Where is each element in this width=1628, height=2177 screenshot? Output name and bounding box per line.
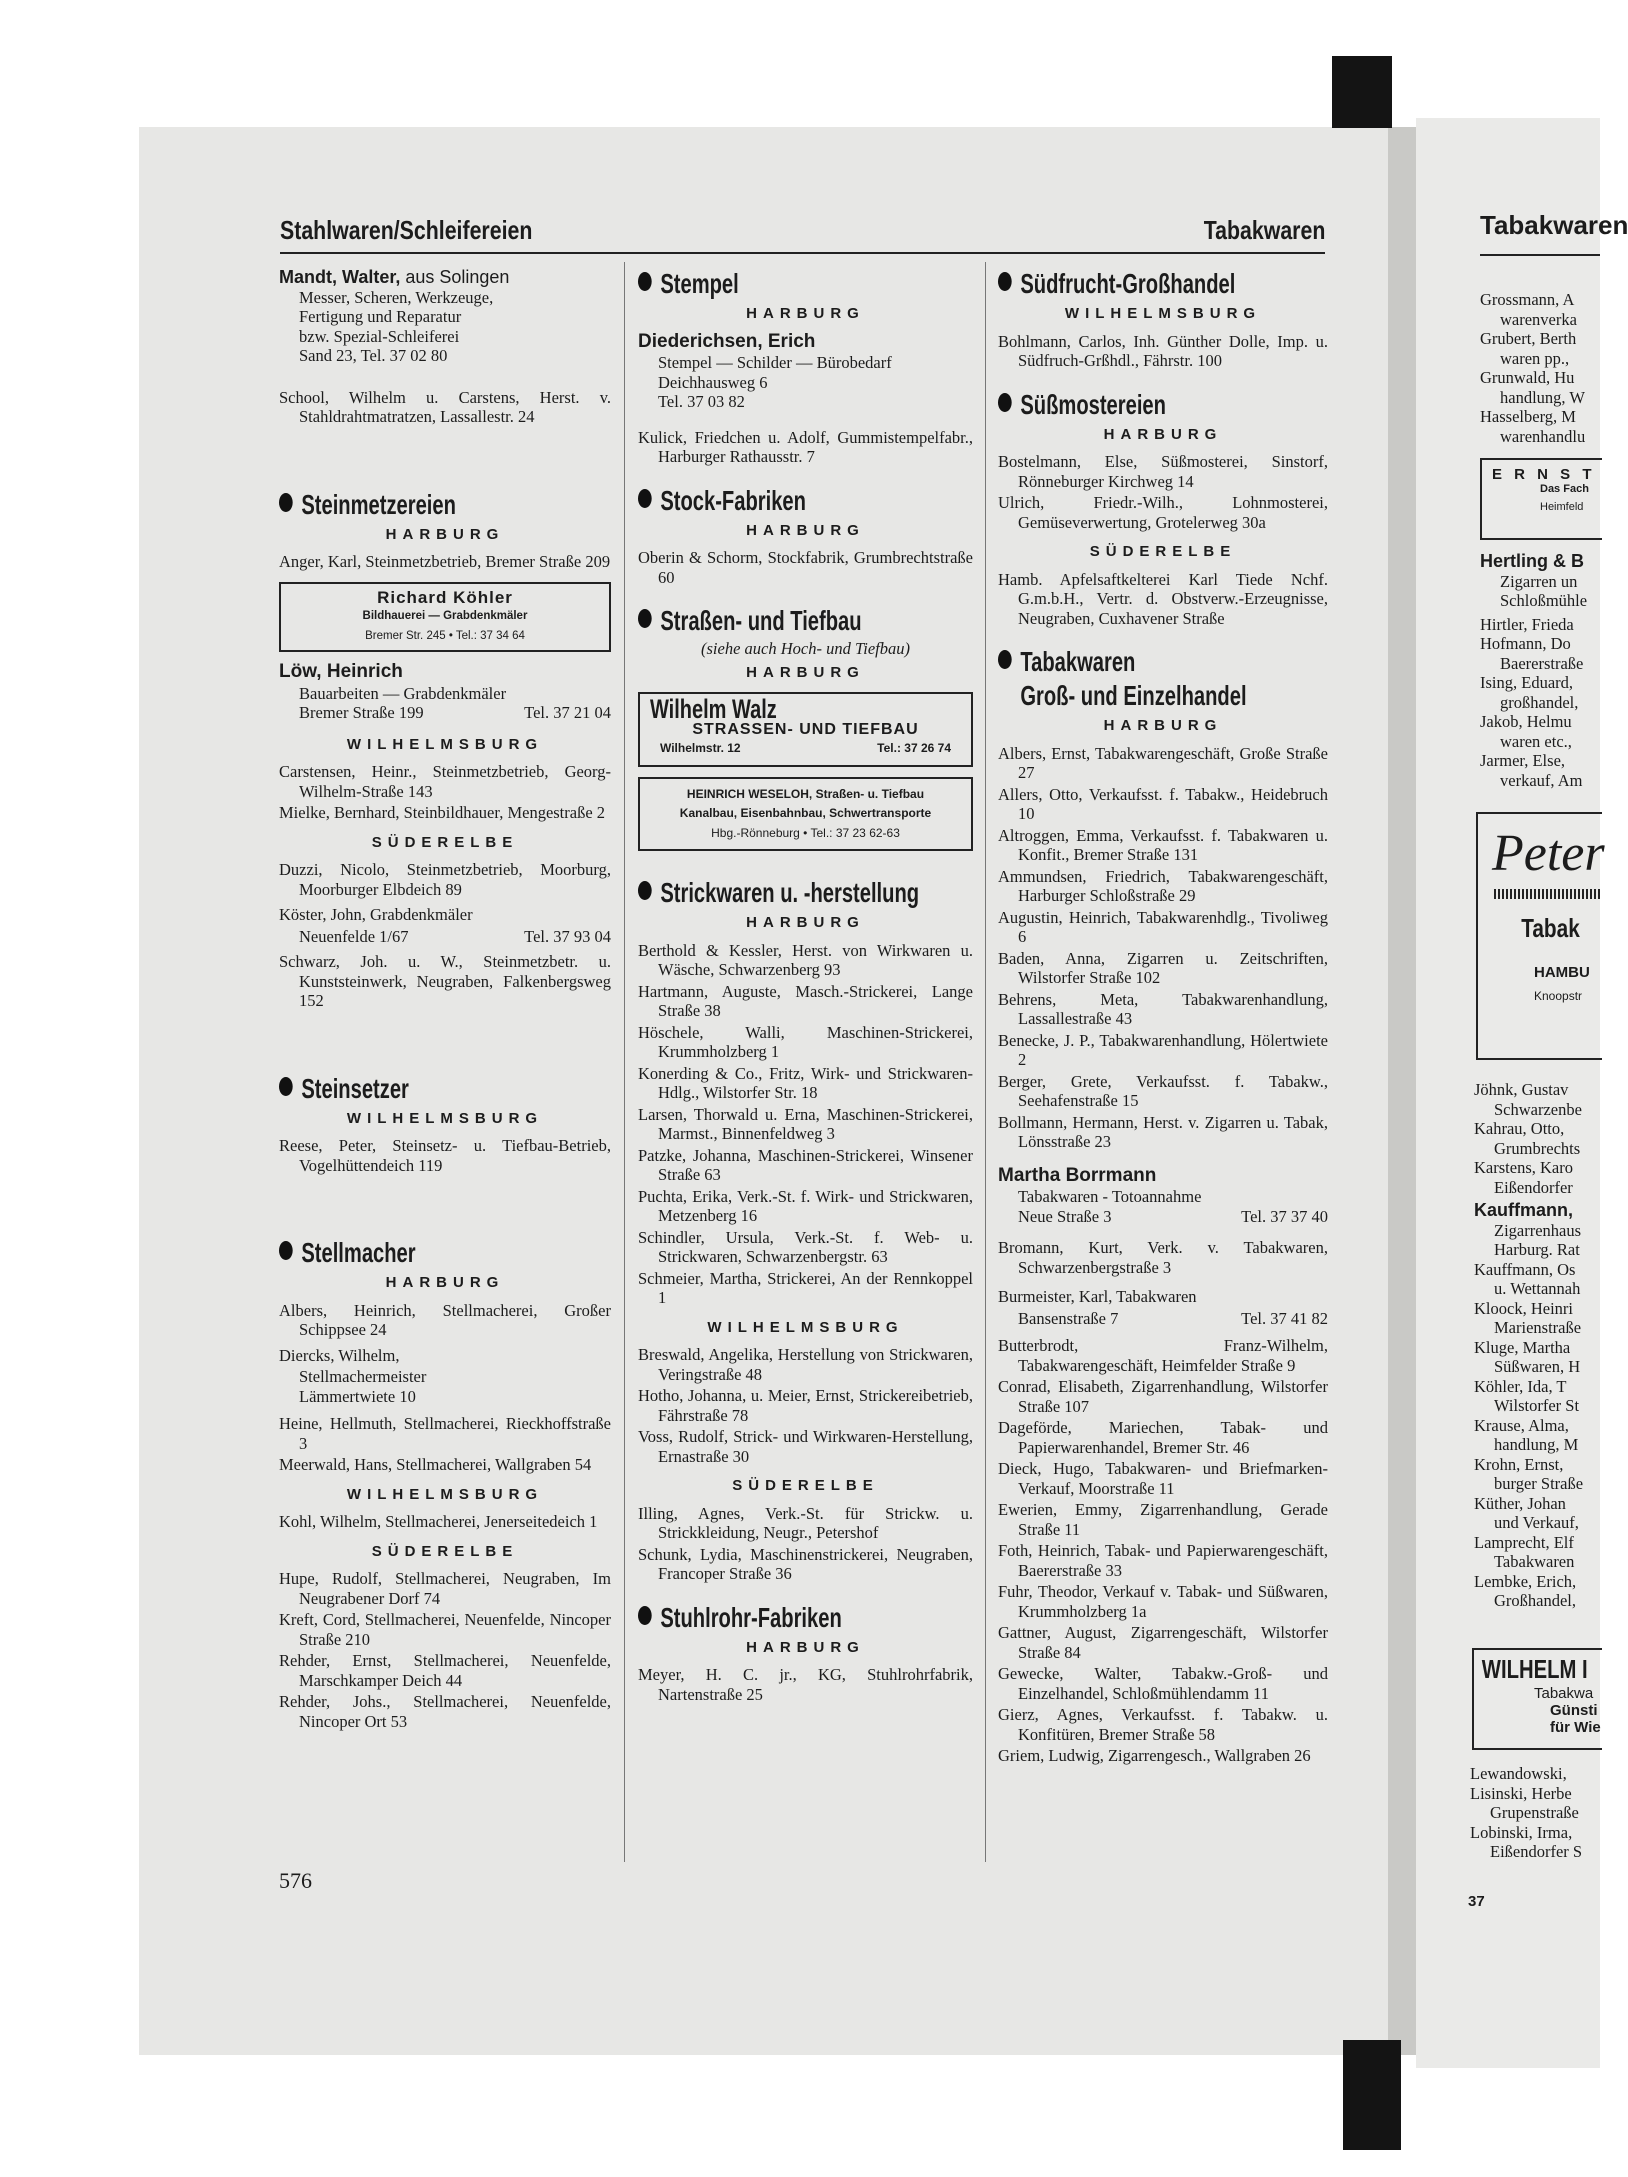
entry-line: Grubert, Berth (1480, 329, 1577, 348)
listing-entry: Griem, Ludwig, Zigarrengesch., Wallgraben 26 (998, 1746, 1311, 1765)
bullet-icon (998, 393, 1012, 412)
header-left-title: Stahlwaren/Schleifereien (280, 215, 533, 245)
listing-entry: Rehder, Johs., Stellmacherei, Neuenfelde, Nincoper Ort 53 (279, 1692, 611, 1731)
district-label: WILHELMSBURG (346, 1109, 544, 1127)
district-label: WILHELMSBURG (707, 1318, 904, 1336)
entry-line: Schloßmühle (1500, 591, 1588, 610)
entry-line: Grunwald, Hu (1480, 368, 1575, 387)
listing-entry: Ewerien, Emmy, Zigarrenhandlung, Gerade Straße 11 (998, 1500, 1328, 1539)
entry-line: Lisinski, Herbe (1470, 1783, 1572, 1803)
bullet-icon (638, 272, 652, 291)
section-title: Steinmetzereien (301, 488, 456, 520)
listing-entry: Konerding & Co., Fritz, Wirk- und Strickwaren-Hdlg., Wilstorfer Str. 18 (638, 1063, 973, 1102)
entry-line: Kluge, Martha (1474, 1337, 1571, 1357)
section-title: Süßmostereien (1020, 388, 1166, 420)
entry-line: Deichhausweg 6 (658, 372, 768, 392)
district-label: SÜDERELBE (732, 1477, 879, 1494)
listing-entry: Oberin & Schorm, Stockfabrik, Grumbrechtstraße 60 (638, 548, 973, 587)
ad-line: STRASSEN- UND TIEFBAU (692, 720, 919, 738)
entry-line: großhandel, (1500, 692, 1579, 712)
entry-address: Neue Straße 3 (1018, 1206, 1112, 1226)
section-heading (638, 485, 879, 517)
entry-phone: Tel. 37 37 40 (1241, 1206, 1328, 1226)
entry-line: Süßwaren, H (1494, 1357, 1581, 1376)
entry-line: Harburg. Rat (1494, 1240, 1580, 1259)
district-label: SÜDERELBE (1089, 543, 1237, 560)
ad-line: Bremer Str. 245 • Tel.: 37 34 64 (365, 629, 525, 642)
listing-entry (279, 268, 611, 366)
entry-line: Hirtler, Frieda (1480, 614, 1574, 634)
section-heading (638, 877, 920, 909)
listing-entry: Voss, Rudolf, Strick- und Wirkwaren-Herstellung, Ernastraße 30 (638, 1427, 973, 1466)
bullet-icon (998, 272, 1012, 291)
ad-line: Hbg.-Rönneburg • Tel.: 37 23 62-63 (711, 825, 900, 840)
ad-line: Kanalbau, Eisenbahnbau, Schwertransporte (679, 806, 932, 820)
entry-line: und Verkauf, (1494, 1513, 1579, 1532)
next-page-header (1480, 210, 1628, 240)
entry-line: Hofmann, Do (1480, 634, 1571, 653)
district-label: HARBURG (1103, 425, 1223, 443)
listing-entry: Kulick, Friedchen u. Adolf, Gummistempelfabr., Harburger Rathausstr. 7 (638, 427, 973, 466)
district-label: HARBURG (746, 663, 865, 681)
section-title: Groß- und Einzelhandel (1020, 680, 1247, 711)
section-heading (279, 1237, 518, 1269)
listing-entry: Conrad, Elisabeth, Zigarrenhandlung, Wilstorfer Straße 107 (998, 1377, 1328, 1416)
listing-entry: Bostelmann, Else, Süßmosterei, Sinstorf, Rönneburger Kirchweg 14 (998, 452, 1328, 491)
entry-line: warenhandlu (1500, 426, 1586, 446)
entry-line: Tel. 37 03 82 (658, 392, 745, 411)
listing-entry: Foth, Heinrich, Tabak- und Papierwarengeschäft, Baererstraße 33 (998, 1541, 1328, 1580)
listing-entry: Larsen, Thorwald u. Erna, Maschinen-Strickerei, Marmst., Binnenfeldweg 3 (638, 1104, 973, 1143)
entry-line (279, 703, 611, 723)
entry-line: Großhandel, (1494, 1591, 1577, 1610)
entry-line: Grossmann, A (1480, 290, 1575, 309)
listing-entry: Bromann, Kurt, Verk. v. Tabakwaren, Schwarzenbergstraße 3 (998, 1238, 1328, 1277)
listing-entry: Carstensen, Heinr., Steinmetzbetrieb, Georg-Wilhelm-Straße 143 (279, 762, 611, 801)
binding-tape-top (1332, 56, 1392, 128)
district-label: HARBURG (746, 1638, 865, 1656)
entry-line (279, 927, 611, 947)
entry-line: Tabakwaren (1494, 1552, 1575, 1571)
listing-entry: Burmeister, Karl, Tabakwaren (998, 1287, 1197, 1306)
entry-line: Karstens, Karo (1474, 1158, 1573, 1177)
listing-entry: Köster, John, Grabdenkmäler (279, 905, 473, 924)
entry-phone: Tel. 37 93 04 (524, 926, 611, 946)
listing-entry: Meyer, H. C. jr., KG, Stuhlrohrfabrik, Nartenstraße 25 (638, 1665, 973, 1704)
ad-name: Richard Köhler (377, 587, 513, 607)
entry-line: Fertigung und Reparatur (299, 307, 462, 326)
advertisement-box (279, 582, 611, 653)
entry-line (998, 1309, 1328, 1329)
bullet-icon (279, 1077, 293, 1096)
entry-line: Kloock, Heinri (1474, 1298, 1573, 1318)
district-label: SÜDERELBE (371, 1542, 519, 1560)
entry-line: Wilstorfer St (1494, 1396, 1580, 1415)
bullet-icon (998, 650, 1012, 669)
section-heading (998, 646, 1236, 678)
listing-entry: Augustin, Heinrich, Tabakwarenhdlg., Tivoliweg 6 (998, 907, 1328, 946)
district-label: HARBURG (746, 521, 865, 539)
listing-entry: Ammundsen, Friedrich, Tabakwarengeschäft, Harburger Schloßstraße 29 (998, 866, 1328, 905)
next-page-column (1480, 290, 1585, 446)
entry-address: Bremer Straße 199 (299, 703, 424, 722)
ad-line: Knoopstr (1534, 989, 1583, 1003)
page-header (280, 208, 1325, 254)
district-label: SÜDERELBE (371, 833, 519, 851)
advertisement-box (1472, 1648, 1602, 1750)
listing-entry: Duzzi, Nicolo, Steinmetzbetrieb, Moorburg, Moorburger Elbdeich 89 (279, 860, 611, 899)
column-divider (624, 262, 625, 1862)
bullet-icon (279, 493, 293, 512)
entry-line (998, 1207, 1328, 1227)
entry-line: Messer, Scheren, Werkzeuge, (299, 287, 494, 307)
entry-line: Lewandowski, (1470, 1764, 1567, 1783)
next-page-title: Tabakwaren (1480, 210, 1628, 240)
listing-entry: Allers, Otto, Verkaufsst. f. Tabakw., Heidebruch 10 (998, 784, 1328, 823)
entry-line: Lamprecht, Elf (1474, 1532, 1574, 1552)
district-label: HARBURG (385, 525, 505, 543)
next-page-column (1480, 552, 1587, 790)
entry-line: Stellmachermeister (299, 1367, 427, 1386)
next-page-rule (1480, 254, 1600, 256)
district-label: WILHELMSBURG (346, 735, 544, 753)
entry-line: Schwarzenbe (1494, 1099, 1582, 1119)
column-3 (998, 268, 1328, 1768)
header-right-title: Tabakwaren (1203, 215, 1325, 245)
listing-entry: Heine, Hellmuth, Stellmacherei, Rieckhoffstraße 3 (279, 1414, 611, 1453)
district-label: WILHELMSBURG (346, 1485, 544, 1503)
entry-line: handlung, M (1494, 1435, 1579, 1454)
listing-entry: Mielke, Bernhard, Steinbildhauer, Mengestraße 2 (279, 803, 606, 822)
entry-line: Sand 23, Tel. 37 02 80 (299, 346, 448, 365)
next-page-column (1470, 1764, 1582, 1862)
entry-name: Kauffmann, (1474, 1200, 1573, 1220)
entry-line: Tabakwaren - Totoannahme (1018, 1187, 1202, 1206)
entry-line: verkauf, Am (1500, 770, 1583, 790)
entry-name: Diederichsen, Erich (638, 330, 816, 352)
district-label: WILHELMSBURG (1064, 305, 1262, 322)
entry-line: Eißendorfer (1494, 1177, 1573, 1197)
entry-line: Grupenstraße (1490, 1803, 1579, 1822)
entry-line: handlung, W (1500, 387, 1585, 407)
entry-line: Eißendorfer S (1490, 1842, 1583, 1861)
section-title: Tabakwaren (1020, 646, 1136, 677)
listing-entry: Bohlmann, Carlos, Inh. Günther Dolle, Imp. u. Südfruch-Grßhdl., Fährstr. 100 (998, 331, 1328, 370)
page-number: 576 (279, 1868, 312, 1893)
entry-line: burger Straße (1494, 1474, 1584, 1493)
advertisement-box (638, 777, 973, 852)
district-label: HARBURG (746, 305, 865, 322)
ad-line: Das Fach (1540, 483, 1589, 495)
listing-entry: Schunk, Lydia, Maschinenstrickerei, Neugraben, Francoper Straße 36 (638, 1544, 973, 1583)
listing-entry: Behrens, Meta, Tabakwarenhandlung, Lassallestraße 43 (998, 989, 1328, 1028)
entry-line: Baererstraße (1500, 653, 1584, 673)
section-heading (279, 1073, 518, 1105)
ad-line: Heimfeld (1540, 501, 1584, 513)
advertisement-box (1480, 458, 1602, 540)
section-heading (638, 605, 879, 637)
section-title: Steinsetzer (301, 1072, 409, 1104)
section-heading (279, 489, 518, 521)
entry-line: Marienstraße (1494, 1318, 1582, 1337)
listing-entry: Berger, Grete, Verkaufsst. f. Tabakw., Seehafenstraße 15 (998, 1071, 1328, 1110)
ad-line: HAMBU (1534, 964, 1590, 981)
entry-line: waren pp., (1500, 348, 1570, 368)
ad-line: Günsti (1550, 1702, 1598, 1719)
next-page-number: 37 (1468, 1893, 1485, 1910)
listing-entry: Breswald, Angelika, Herstellung von Strickwaren, Veringstraße 48 (638, 1345, 973, 1384)
ad-name: E R N S T (1492, 466, 1596, 483)
entry-line: waren etc., (1500, 731, 1572, 751)
ad-decoration (1494, 889, 1602, 899)
listing-entry: Altroggen, Emma, Verkaufsst. f. Tabakwaren u. Konfit., Bremer Straße 131 (998, 825, 1328, 864)
listing-entry: Dageförde, Mariechen, Tabak- und Papierwarenhandel, Bremer Str. 46 (998, 1418, 1328, 1457)
entry-name-suffix: aus Solingen (400, 267, 510, 287)
listing-entry: Patzke, Johanna, Maschinen-Strickerei, Winsener Straße 63 (638, 1145, 973, 1184)
column-1 (279, 268, 611, 1733)
listing-entry: Fuhr, Theodor, Verkauf v. Tabak- und Süßwaren, Krummholzberg 1a (998, 1582, 1328, 1621)
entry-line: Zigarren un (1500, 571, 1578, 591)
listing-entry: Gewecke, Walter, Tabakw.-Groß- und Einzelhandel, Schloßmühlendamm 11 (998, 1664, 1328, 1703)
ad-line: Tabak (1521, 913, 1580, 943)
listing-entry: Benecke, J. P., Tabakwarenhandlung, Hölertwiete 2 (998, 1030, 1328, 1069)
entry-line: Hasselberg, M (1480, 407, 1576, 426)
entry-name: Mandt, Walter, (279, 267, 401, 287)
entry-line: warenverka (1500, 309, 1577, 329)
listing-entry: Kohl, Wilhelm, Stellmacherei, Jenerseitedeich 1 (279, 1512, 598, 1531)
listing-entry: Puchta, Erika, Verk.-St. f. Wirk- und Strickwaren, Metzenberg 16 (638, 1186, 973, 1225)
bullet-icon (638, 1606, 652, 1625)
listing-entry: Schmeier, Martha, Strickerei, An der Rennkoppel 1 (638, 1268, 973, 1307)
entry-line: Zigarrenhaus (1494, 1220, 1582, 1240)
entry-line: Köhler, Ida, T (1474, 1376, 1567, 1396)
entry-line: Krause, Alma, (1474, 1415, 1569, 1435)
column-2 (638, 268, 973, 1706)
bullet-icon (279, 1241, 293, 1260)
section-title: Südfrucht-Großhandel (1020, 268, 1236, 299)
listing-entry: Hamb. Apfelsaftkelterei Karl Tiede Nchf. G.m.b.H., Vertr. d. Obstverw.-Erzeugnisse, Neugraben, Cuxhavener Straße (998, 569, 1328, 628)
section-heading (998, 389, 1236, 421)
listing-entry: School, Wilhelm u. Carstens, Herst. v. Stahldrahtmatratzen, Lassallestr. 24 (279, 387, 611, 426)
column-divider (985, 262, 986, 1862)
listing-entry: Hartmann, Auguste, Masch.-Strickerei, Lange Straße 38 (638, 981, 973, 1020)
listing-entry: Hupe, Rudolf, Stellmacherei, Neugraben, Im Neugrabener Dorf 74 (279, 1569, 611, 1608)
entry-line: Lämmertwiete 10 (299, 1386, 416, 1406)
entry-address: Neuenfelde 1/67 (299, 926, 409, 946)
cross-reference-note: (siehe auch Hoch- und Tiefbau) (701, 639, 910, 658)
ad-name: Wilhelm Walz (650, 694, 777, 724)
entry-line: Kahrau, Otto, (1474, 1119, 1565, 1138)
listing-entry: Illing, Agnes, Verk.-St. für Strickw. u. Strickkleidung, Neugr., Petershof (638, 1503, 973, 1542)
entry-line: Lobinski, Irma, (1470, 1822, 1573, 1842)
section-heading (638, 268, 879, 300)
advertisement-box (1476, 812, 1605, 1060)
section-title: Stock-Fabriken (660, 484, 806, 516)
ad-contact (650, 739, 961, 759)
entry-phone: Tel. 37 41 82 (1241, 1308, 1328, 1328)
entry-line: Lembke, Erich, (1474, 1571, 1577, 1591)
listing-entry: Bollmann, Hermann, Herst. v. Zigarren u. Tabak, Lönsstraße 23 (998, 1112, 1328, 1151)
section-title: Strickwaren u. -herstellung (660, 877, 920, 908)
entry-address: Bansenstraße 7 (1018, 1308, 1119, 1328)
listing-entry: Meerwald, Hans, Stellmacherei, Wallgraben 54 (279, 1455, 592, 1474)
listing-entry: Ulrich, Friedr.-Wilh., Lohnmosterei, Gemüseverwertung, Grotelerweg 30a (998, 493, 1328, 532)
listing-entry: Schindler, Ursula, Verk.-St. f. Web- u. Strickwaren, Schwarzenbergstr. 63 (638, 1227, 973, 1266)
listing-entry: Gattner, August, Zigarrengeschäft, Wilstorfer Straße 84 (998, 1623, 1328, 1662)
ad-logo-text: Peter (1492, 825, 1605, 882)
section-title: Straßen- und Tiefbau (660, 605, 862, 636)
entry-line: Stempel — Schilder — Bürobedarf (658, 353, 892, 372)
advertisement-box (638, 692, 973, 767)
entry-phone: Tel. 37 21 04 (524, 703, 611, 722)
listing-entry: Butterbrodt, Franz-Wilhelm, Tabakwarengeschäft, Heimfelder Straße 9 (998, 1336, 1328, 1375)
section-title: Stempel (660, 268, 739, 299)
binding-tape-bottom (1343, 2040, 1401, 2150)
listing-entry: Baden, Anna, Zigarren u. Zeitschriften, Wilstorfer Straße 102 (998, 948, 1328, 987)
entry-name: Hertling & B (1480, 551, 1585, 571)
entry-line: Grumbrechts (1494, 1138, 1581, 1158)
listing-entry: Anger, Karl, Steinmetzbetrieb, Bremer Straße 209 (279, 552, 611, 571)
entry-line: u. Wettannah (1494, 1279, 1581, 1298)
listing-entry: Höschele, Walli, Maschinen-Strickerei, Krummholzberg 1 (638, 1022, 973, 1061)
listing-entry: Albers, Heinrich, Stellmacherei, Großer Schippsee 24 (279, 1300, 611, 1339)
section-heading-continued (998, 680, 1247, 712)
ad-phone: Tel.: 37 26 74 (877, 741, 951, 755)
entry-line: Bauarbeiten — Grabdenkmäler (299, 683, 507, 703)
listing-entry: Berthold & Kessler, Herst. von Wirkwaren u. Wäsche, Schwarzenberg 93 (638, 940, 973, 979)
listing-entry: Kreft, Cord, Stellmacherei, Neuenfelde, Nincoper Straße 210 (279, 1610, 611, 1649)
ad-line: Tabakwa (1534, 1685, 1594, 1702)
ad-line: für Wie (1550, 1719, 1601, 1736)
entry-name: Martha Borrmann (998, 1164, 1157, 1186)
bullet-icon (638, 881, 652, 900)
section-title: Stuhlrohr-Fabriken (660, 1601, 842, 1633)
listing-entry: Reese, Peter, Steinsetz- u. Tiefbau-Betrieb, Vogelhüttendeich 119 (279, 1136, 611, 1175)
section-heading (998, 268, 1236, 300)
bullet-icon (638, 489, 652, 508)
listing-entry: Schwarz, Joh. u. W., Steinmetzbetr. u. Kunststeinwerk, Neugraben, Falkenbergsweg 152 (279, 952, 611, 1010)
entry-line: Krohn, Ernst, (1474, 1454, 1564, 1474)
entry-line: Küther, Johan (1474, 1493, 1566, 1513)
entry-line: bzw. Spezial-Schleiferei (299, 326, 460, 346)
entry-line: Kauffmann, Os (1474, 1259, 1576, 1279)
district-label: HARBURG (1103, 717, 1223, 734)
ad-address: Wilhelmstr. 12 (660, 741, 741, 755)
entry-line: Ising, Eduard, (1480, 673, 1574, 692)
listing-entry: Albers, Ernst, Tabakwarengeschäft, Große Straße 27 (998, 743, 1328, 782)
listing-entry: Dieck, Hugo, Tabakwaren- und Briefmarken-Verkauf, Moorstraße 11 (998, 1459, 1328, 1498)
next-page-column (1474, 1080, 1583, 1611)
district-label: HARBURG (746, 914, 865, 931)
entry-line: Jöhnk, Gustav (1474, 1080, 1569, 1099)
ad-line: Bildhauerei — Grabdenkmäler (362, 610, 528, 622)
listing-entry: Hotho, Johanna, u. Meier, Ernst, Strickereibetrieb, Fährstraße 78 (638, 1386, 973, 1425)
listing-entry: Diercks, Wilhelm, (279, 1345, 400, 1365)
section-heading (638, 1602, 879, 1634)
book-spine (1388, 127, 1416, 2055)
district-label: HARBURG (385, 1274, 505, 1291)
entry-line: Jarmer, Else, (1480, 751, 1566, 770)
listing-entry: Rehder, Ernst, Stellmacherei, Neuenfelde, Marschkamper Deich 44 (279, 1651, 611, 1690)
entry-line: Jakob, Helmu (1480, 712, 1572, 731)
bullet-icon (638, 609, 652, 628)
ad-name: WILHELM I (1481, 1654, 1588, 1684)
ad-line: HEINRICH WESELOH, Straßen- u. Tiefbau (686, 786, 925, 801)
section-title: Stellmacher (301, 1237, 416, 1268)
listing-entry: Gierz, Agnes, Verkaufsst. f. Tabakw. u. Konfitüren, Bremer Straße 58 (998, 1705, 1328, 1744)
entry-name: Löw, Heinrich (279, 661, 403, 682)
